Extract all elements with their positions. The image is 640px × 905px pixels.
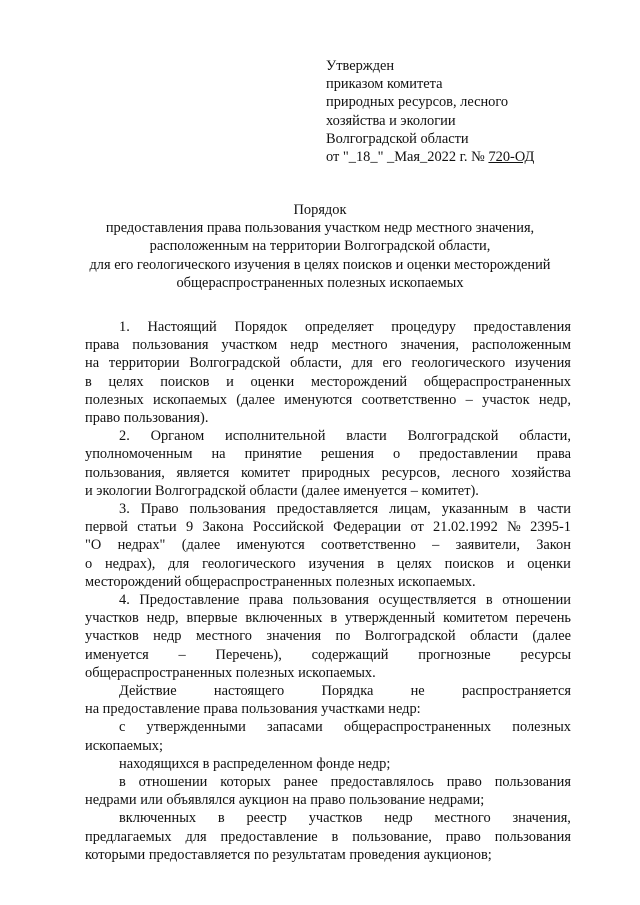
- date-year: 2022 г. №: [427, 149, 489, 166]
- body-word: о: [85, 555, 93, 572]
- title-main: Порядок: [293, 202, 347, 218]
- body-word: 3.: [119, 501, 130, 518]
- body-word: утвержденный: [345, 610, 436, 627]
- approval-line: Волгоградской области: [326, 130, 469, 147]
- body-word: 4.: [119, 592, 130, 609]
- body-word: Закона: [202, 519, 244, 536]
- body-word: содержащий: [311, 646, 389, 663]
- body-word: в: [485, 592, 493, 609]
- body-word: именуются: [236, 537, 305, 554]
- body-word: №: [507, 519, 521, 536]
- body-word: Волгоградской: [407, 428, 499, 445]
- body-word: утвержденными: [146, 719, 246, 736]
- body-word: Федерации: [333, 519, 402, 536]
- body-word: недр,: [146, 610, 179, 627]
- approval-date-line: [326, 148, 606, 166]
- body-word: в: [119, 774, 126, 791]
- body-word: геологического: [411, 355, 506, 372]
- body-word: заявители,: [455, 537, 520, 554]
- body-word: Порядок: [234, 319, 288, 335]
- body-line: [85, 591, 571, 609]
- body-word: Право: [140, 501, 179, 518]
- body-word: 2395-1: [530, 519, 571, 536]
- title-line: предоставления права пользования участком недр местного значения,: [105, 220, 535, 237]
- body-word: недр: [384, 810, 413, 827]
- body-word: право: [446, 774, 482, 791]
- body-word: в: [377, 555, 385, 572]
- body-word: полезных: [512, 719, 571, 736]
- body-word: с: [119, 719, 126, 736]
- body-word: предоставлении: [419, 446, 518, 463]
- body-word: геологического: [202, 555, 296, 572]
- body-line: [85, 809, 571, 827]
- body-word: Предоставление: [139, 592, 240, 609]
- body-word: о: [392, 446, 401, 463]
- body-word: решения: [320, 446, 374, 463]
- body-word: находящихся в распределенном фонде недр;: [119, 755, 391, 772]
- body-word: именуются: [284, 391, 353, 408]
- body-word: изучения: [308, 555, 365, 572]
- body-word: "О: [85, 537, 102, 554]
- title-line: расположенным на территории Волгоградской области,: [149, 238, 491, 255]
- body-word: процедуру: [391, 319, 456, 335]
- body-word: области,: [519, 428, 571, 445]
- body-word: пользования,: [85, 464, 165, 481]
- body-word: Волгоградской: [189, 355, 281, 372]
- body-word: 1.: [119, 319, 130, 335]
- body-word: области,: [290, 355, 342, 372]
- body-line: [85, 391, 571, 409]
- date-day: _18_: [348, 149, 378, 166]
- body-word: соответственно: [321, 537, 416, 554]
- body-word: впервые: [186, 610, 238, 627]
- body-word: недрах": [117, 537, 166, 554]
- body-line: [85, 664, 571, 682]
- body-line: [85, 354, 571, 372]
- body-word: лицам,: [389, 501, 431, 518]
- body-word: указанным: [441, 501, 509, 518]
- body-word: Российской: [252, 519, 324, 536]
- body-line: [85, 445, 571, 463]
- body-word: и экологии Волгоградской области (далее именуется – комитет).: [85, 482, 479, 499]
- body-word: комитет: [241, 464, 290, 481]
- body-word: от: [410, 519, 424, 536]
- body-word: территории: [108, 355, 180, 372]
- body-word: части: [536, 501, 571, 518]
- body-word: ранее: [283, 774, 318, 791]
- body-word: пользования: [132, 337, 209, 354]
- body-line: [85, 536, 571, 554]
- body-word: Действие: [119, 683, 177, 700]
- body-word: природных: [301, 464, 371, 481]
- approval-line: Утвержден: [326, 58, 395, 74]
- body-word: в: [331, 828, 339, 845]
- body-word: участком: [221, 337, 278, 354]
- title-line: общераспространенных полезных ископаемых: [176, 274, 464, 291]
- body-word: в: [519, 501, 527, 518]
- body-word: ископаемых;: [85, 737, 163, 754]
- body-word: предоставления: [473, 319, 571, 335]
- body-word: на: [211, 446, 226, 463]
- body-word: недр,: [538, 391, 571, 408]
- body-word: –: [432, 537, 440, 554]
- body-word: (далее: [181, 537, 221, 554]
- body-line: [85, 737, 571, 755]
- body-word: распространяется: [461, 683, 571, 700]
- body-word: Закон: [536, 537, 571, 554]
- body-word: целях: [108, 373, 144, 390]
- body-line: [85, 464, 571, 482]
- body-word: пользования: [494, 828, 571, 845]
- body-line: [85, 373, 571, 391]
- body-word: местного: [434, 810, 491, 827]
- body-line: [85, 500, 571, 518]
- body-word: права: [85, 337, 120, 354]
- body-word: принятие: [244, 446, 302, 463]
- body-word: –: [465, 391, 473, 408]
- body-word: оценки: [250, 373, 295, 390]
- body-word: реестр: [246, 810, 287, 827]
- body-line: [85, 791, 571, 809]
- body-line: [85, 755, 571, 773]
- body-word: прогнозные: [418, 646, 491, 663]
- body-word: значения,: [512, 810, 571, 827]
- body-word: настоящего: [213, 683, 285, 700]
- body-word: недрами или объявлялся аукцион на право пользование недрами;: [85, 792, 485, 809]
- body-word: запасами: [267, 719, 323, 736]
- body-word: которыми предоставляется по результатам проведения аукционов;: [85, 846, 492, 863]
- body-word: поисков: [160, 373, 210, 390]
- body-word: включенных: [245, 610, 323, 627]
- body-word: предоставлялось: [330, 774, 434, 791]
- body-word: участков: [308, 810, 363, 827]
- body-word: пользование,: [352, 828, 432, 845]
- date-month: _Мая_: [387, 149, 428, 166]
- body-word: для: [185, 828, 207, 845]
- body-word: для: [351, 355, 373, 372]
- body-word: хозяйства: [511, 464, 571, 481]
- body-word: изучения: [514, 355, 571, 372]
- body-word: лесного: [451, 464, 500, 481]
- body-word: полезных: [85, 391, 144, 408]
- body-word: в: [330, 610, 338, 627]
- body-line: [85, 427, 571, 445]
- body-word: перечень: [515, 610, 571, 627]
- body-word: права: [248, 592, 284, 609]
- body-word: (далее: [532, 628, 571, 645]
- body-word: статьи: [137, 519, 177, 536]
- body-word: Волгоградской: [364, 628, 456, 645]
- body-word: целях: [396, 555, 432, 572]
- body-word: для: [168, 555, 190, 572]
- body-word: ресурсов,: [381, 464, 441, 481]
- body-word: его: [382, 355, 402, 372]
- body-word: недрах),: [104, 555, 156, 572]
- body-word: уполномоченным: [85, 446, 193, 463]
- body-line: [85, 336, 571, 354]
- body-word: общераспространенных полезных ископаемых.: [85, 664, 376, 681]
- order-number: 720-ОД: [488, 149, 535, 166]
- body-word: поисков: [444, 555, 494, 572]
- body-word: отношении: [138, 774, 208, 791]
- body-word: общераспространенных: [343, 719, 492, 736]
- body-word: включенных: [119, 810, 197, 827]
- body-word: Органом: [150, 428, 205, 445]
- document-title: [70, 201, 570, 292]
- body-line: [85, 318, 571, 336]
- body-word: 9: [185, 519, 194, 536]
- body-word: 2.: [119, 428, 130, 445]
- body-word: предлагаемых: [85, 828, 172, 845]
- body-word: исполнительной: [225, 428, 326, 445]
- body-word: расположенным: [471, 337, 571, 354]
- body-word: в: [85, 373, 92, 390]
- body-word: предоставление: [220, 828, 318, 845]
- body-word: местного: [331, 337, 388, 354]
- body-word: месторождений общераспространенных полезных ископаемых.: [85, 573, 476, 590]
- body-word: ископаемых: [152, 391, 227, 408]
- body-word: значения: [266, 628, 322, 645]
- body-word: оценки: [527, 555, 571, 572]
- body-word: именуется: [85, 646, 149, 663]
- body-line: [85, 409, 571, 427]
- body-line: [85, 518, 571, 536]
- body-word: определяет: [305, 319, 374, 335]
- approval-line: природных ресурсов, лесного: [326, 94, 509, 111]
- body-word: на: [85, 355, 100, 372]
- body-line: [85, 482, 571, 500]
- body-word: местного: [195, 628, 252, 645]
- body-word: и: [506, 555, 515, 572]
- body-line: [85, 609, 571, 627]
- body-line: [85, 773, 571, 791]
- body-word: Настоящий: [147, 319, 217, 335]
- body-line: [85, 646, 571, 664]
- body-line: [85, 828, 571, 846]
- body-word: и: [226, 373, 234, 390]
- body-word: предоставляется: [276, 501, 379, 518]
- body-word: месторождений: [310, 373, 408, 390]
- body-word: участков: [85, 610, 139, 627]
- body-word: отношении: [502, 592, 571, 609]
- approval-line: приказом комитета: [326, 76, 443, 93]
- body-word: области: [469, 628, 519, 645]
- body-word: осуществляется: [378, 592, 477, 609]
- body-line: [85, 627, 571, 645]
- body-word: пользования: [189, 501, 266, 518]
- body-word: первой: [85, 519, 128, 536]
- body-word: недр: [290, 337, 319, 354]
- body-word: которых: [220, 774, 271, 791]
- date-prefix: от ": [326, 149, 349, 166]
- body-word: является: [176, 464, 230, 481]
- body-word: Порядка: [321, 683, 374, 700]
- body-line: [85, 700, 571, 718]
- document-body: [85, 318, 571, 864]
- body-word: пользования: [494, 774, 571, 791]
- body-word: –: [178, 646, 186, 663]
- date-quote: ": [377, 149, 384, 166]
- body-word: участок: [482, 391, 530, 408]
- body-word: значения,: [400, 337, 459, 354]
- title-line: для его геологического изучения в целях поисков и оценки месторождений: [89, 256, 551, 273]
- body-word: права: [536, 446, 571, 463]
- body-word: соответственно: [361, 391, 457, 408]
- body-word: на предоставление права пользования участками недр:: [85, 701, 421, 718]
- body-word: власти: [346, 428, 387, 445]
- body-line: [85, 718, 571, 736]
- body-word: недр: [153, 628, 182, 645]
- body-word: ресурсы: [520, 646, 571, 663]
- body-line: [85, 846, 571, 864]
- body-word: Перечень),: [215, 646, 282, 663]
- body-line: [85, 682, 571, 700]
- body-word: общераспространенных: [423, 373, 571, 390]
- body-word: по: [335, 628, 351, 645]
- body-word: 21.02.1992: [433, 519, 498, 536]
- body-word: комитетом: [443, 610, 508, 627]
- body-word: не: [410, 683, 425, 700]
- approval-block: [326, 57, 606, 166]
- approval-line: хозяйства и экологии: [326, 112, 456, 129]
- body-word: право пользования).: [85, 410, 209, 427]
- body-line: [85, 573, 571, 591]
- body-word: участков: [85, 628, 139, 645]
- body-line: [85, 555, 571, 573]
- body-word: право: [445, 828, 481, 845]
- body-word: (далее: [236, 391, 275, 408]
- body-word: пользования: [292, 592, 369, 609]
- body-word: в: [217, 810, 225, 827]
